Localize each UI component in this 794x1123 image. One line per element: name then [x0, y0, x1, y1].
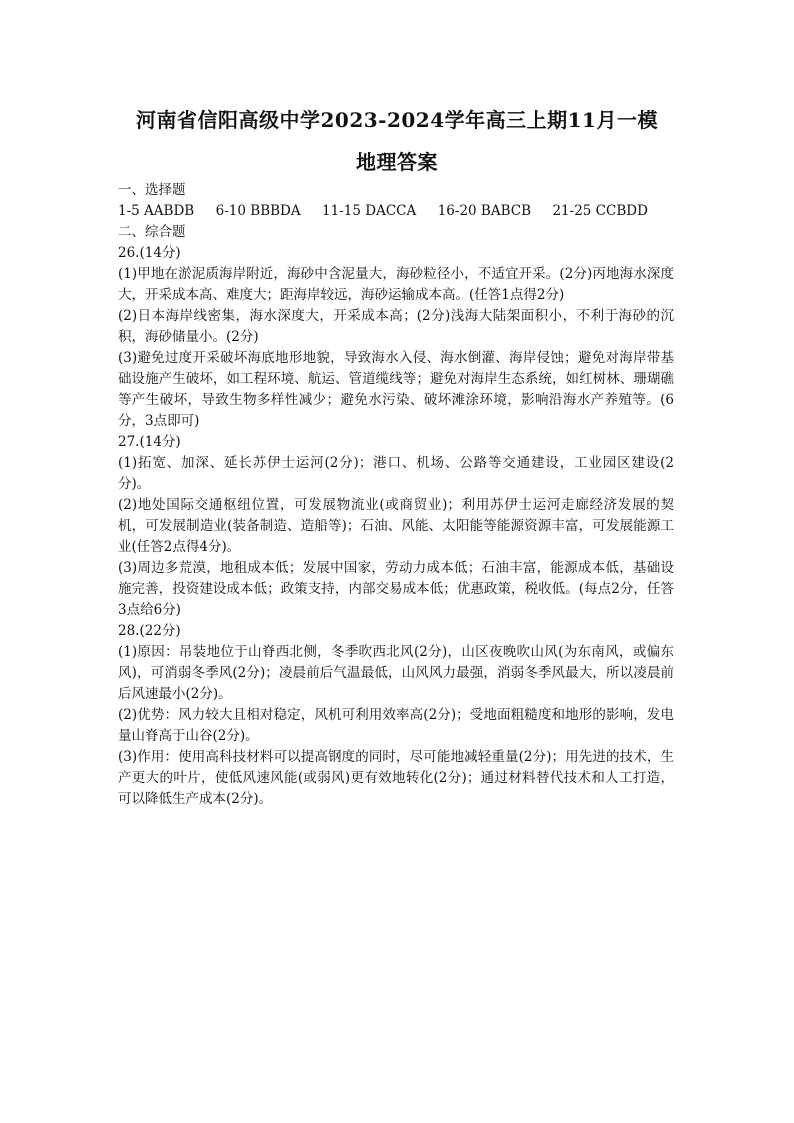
question-28-answer-2: (2)优势：风力较大且相对稳定，风机可利用效率高(2分)；受地面粗糙度和地形的影响，发电量山脊高于山谷(2分)。	[118, 707, 674, 744]
question-27-answer-3: (3)周边多荒漠，地租成本低；发展中国家，劳动力成本低；石油丰富，能源成本低，基础设施完善，投资建设成本低；政策支持，内部交易成本低；优惠政策，税收低。(每点2分，任答3点给6分)	[118, 560, 674, 618]
question-27-header: 27.(14分)	[118, 434, 181, 450]
question-26-answer-2: (2)日本海岸线密集，海水深度大，开采成本高；(2分)浅海大陆架面积小，不利于海砂的沉积，海砂储量小。(2分)	[118, 308, 674, 345]
document-title: 河南省信阳高级中学2023-2024学年高三上期11月一模	[136, 108, 658, 132]
section-heading-comprehensive: 二、综合题	[118, 224, 186, 240]
question-26-answer-3: (3)避免过度开采破坏海底地形地貌，导致海水入侵、海水倒灌、海岸侵蚀；避免对海岸带基础设施产生破坏，如工程环境、航运、管道缆线等；避免对海岸生态系统，如红树林、珊瑚礁等产生破坏，导致生物多样性减少；避免水污染、破坏滩涂环境，影响沿海水产养殖等。(6分，3点即可)	[118, 350, 674, 429]
answer-content	[118, 180, 674, 810]
question-28-answer-3: (3)作用：使用高科技材料可以提高钢度的同时，尽可能地减轻重量(2分)；用先进的技术，生产更大的叶片，使低风速风能(或弱风)更有效地转化(2分)；通过材料替代技术和人工打造，可以降低生产成本(2分)。	[118, 749, 674, 807]
question-27-answer-1: (1)拓宽、加深、延长苏伊士运河(2分)；港口、机场、公路等交通建设，工业园区建设(2分)。	[118, 455, 674, 492]
question-27-answer-2: (2)地处国际交通枢纽位置，可发展物流业(或商贸业)；利用苏伊士运河走廊经济发展的契机，可发展制造业(装备制造、造船等)；石油、风能、太阳能等能源资源丰富，可发展能源工业(任答2点得4分)。	[118, 497, 674, 555]
document-subtitle: 地理答案	[356, 150, 438, 174]
section-heading-choice: 一、选择题	[118, 182, 186, 198]
question-26-header: 26.(14分)	[118, 245, 181, 261]
question-28-header: 28.(22分)	[118, 623, 181, 639]
question-26-answer-1: (1)甲地在淤泥质海岸附近，海砂中含泥量大，海砂粒径小，不适宜开采。(2分)丙地海水深度大，开采成本高、难度大；距海岸较远，海砂运输成本高。(任答1点得2分)	[118, 266, 674, 303]
question-28-answer-1: (1)原因：吊装地位于山脊西北侧，冬季吹西北风(2分)，山区夜晚吹山风(为东南风，或偏东风)，可消弱冬季风(2分)；凌晨前后气温最低，山风风力最强，消弱冬季风最大，所以凌晨前后风速最小(2分)。	[118, 644, 674, 702]
multiple-choice-answers: 1-5 AABDB 6-10 BBBDA 11-15 DACCA 16-20 BABCB 21-25 CCBDD	[118, 203, 648, 219]
